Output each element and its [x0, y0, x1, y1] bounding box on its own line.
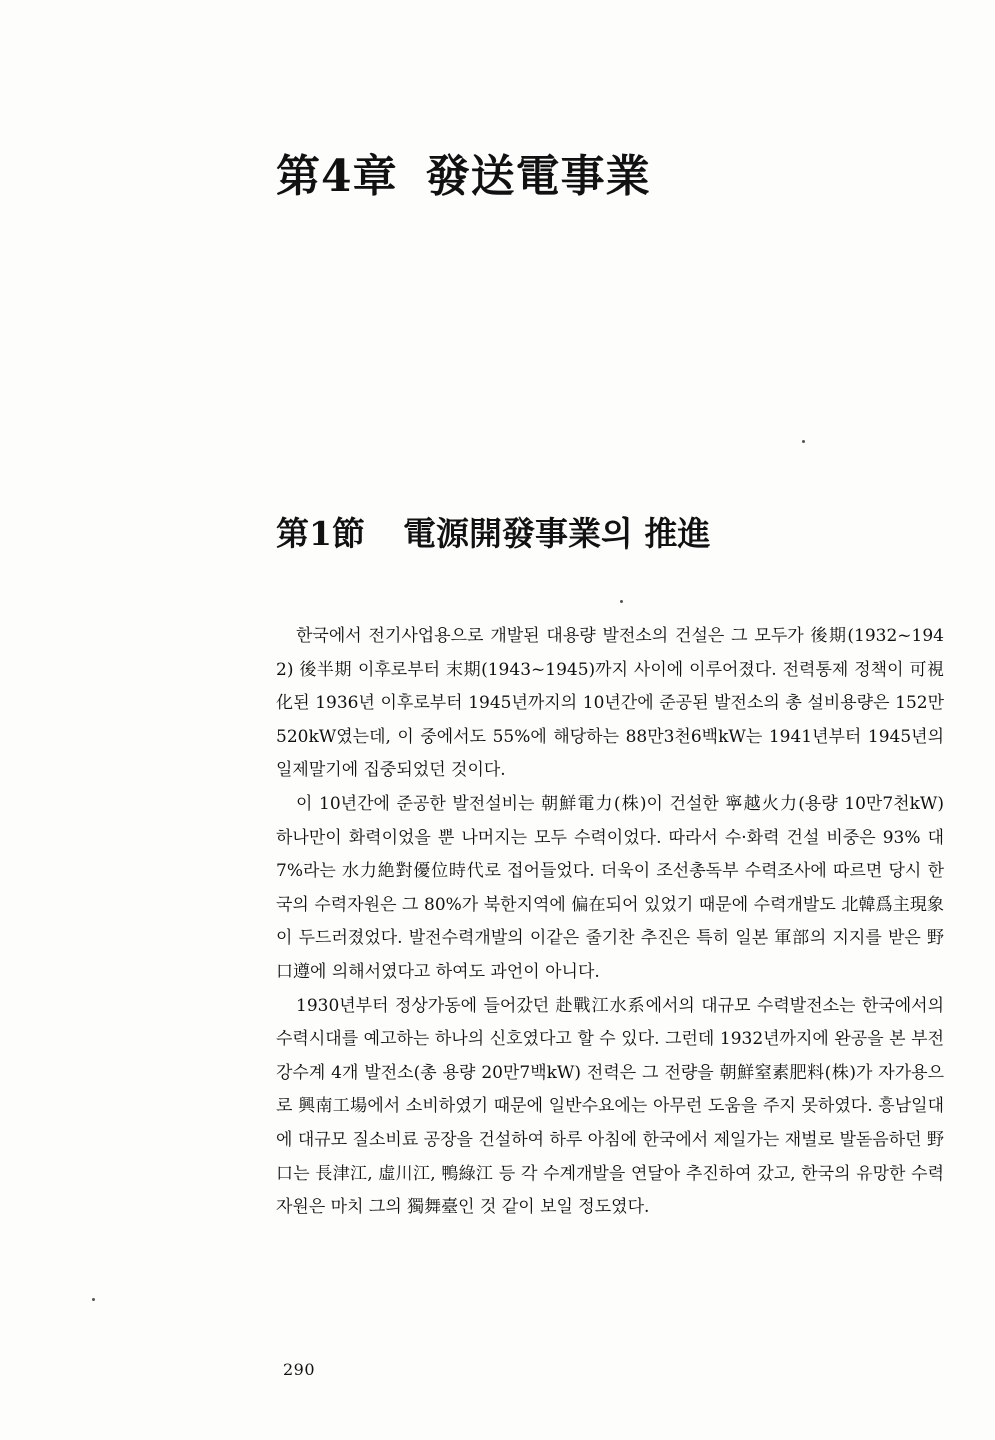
- section-name: 電源開發事業의 推進: [402, 514, 711, 553]
- scan-speck: [802, 440, 805, 443]
- paragraph: 1930년부터 정상가동에 들어갔던 赴戰江水系에서의 대규모 수력발전소는 한국에서의 수력시대를 예고하는 하나의 신호였다고 할 수 있다. 그런데 1932년까지에 완공을 본 부전강수계 4개 발전소(총 용량 20만7백kW) 전력은 그 전량을 朝鮮窒素肥料(株)가 자가용으로 興南工場에서 소비하였기 때문에 일반수요에는 아무런 도움을 주지 못하였다. 흥남일대에 대규모 질소비료 공장을 건설하여 하루 아침에 한국에서 제일가는 재벌로 발돋음하던 野口는 長津江, 虛川江, 鴨綠江 등 각 수계개발을 연달아 추진하여 갔고, 한국의 유망한 수력자원은 마치 그의 獨舞臺인 것 같이 보일 정도였다.: [276, 995, 944, 1218]
- paragraph: 이 10년간에 준공한 발전설비는 朝鮮電力(株)이 건설한 寧越火力(용량 10만7천kW) 하나만이 화력이었을 뿐 나머지는 모두 수력이었다. 따라서 수·화력 건설 비중은 93% 대 7%라는 水力絶對優位時代로 접어들었다. 더욱이 조선총독부 수력조사에 따르면 당시 한국의 수력자원은 그 80%가 북한지역에 偏在되어 있었기 때문에 수력개발도 北韓爲主現象이 두드러졌었다. 발전수력개발의 이같은 줄기찬 추진은 특히 일본 軍部의 지지를 받은 野口遵에 의해서였다고 하여도 과언이 아니다.: [276, 793, 944, 982]
- scan-speck: [92, 1298, 95, 1301]
- section-number: 第1節: [276, 514, 365, 553]
- chapter-number: 第4章: [276, 151, 398, 202]
- scan-speck: [620, 600, 623, 603]
- page-number: 290: [283, 1360, 316, 1379]
- paragraph: 한국에서 전기사업용으로 개발된 대용량 발전소의 건설은 그 모두가 後期(1932~1942) 後半期 이후로부터 末期(1943~1945)까지 사이에 이루어졌다. 전력통제 정책이 可視化된 1936년 이후로부터 1945년까지의 10년간에 준공된 발전소의 총 설비용량은 152만520kW였는데, 이 중에서도 55%에 해당하는 88만3천6백kW는 1941년부터 1945년의 일제말기에 집중되었던 것이다.: [276, 626, 944, 781]
- chapter-name: 發送電事業: [425, 151, 651, 202]
- chapter-title: [276, 140, 651, 204]
- body-text: [276, 620, 944, 1225]
- section-title: [276, 508, 710, 555]
